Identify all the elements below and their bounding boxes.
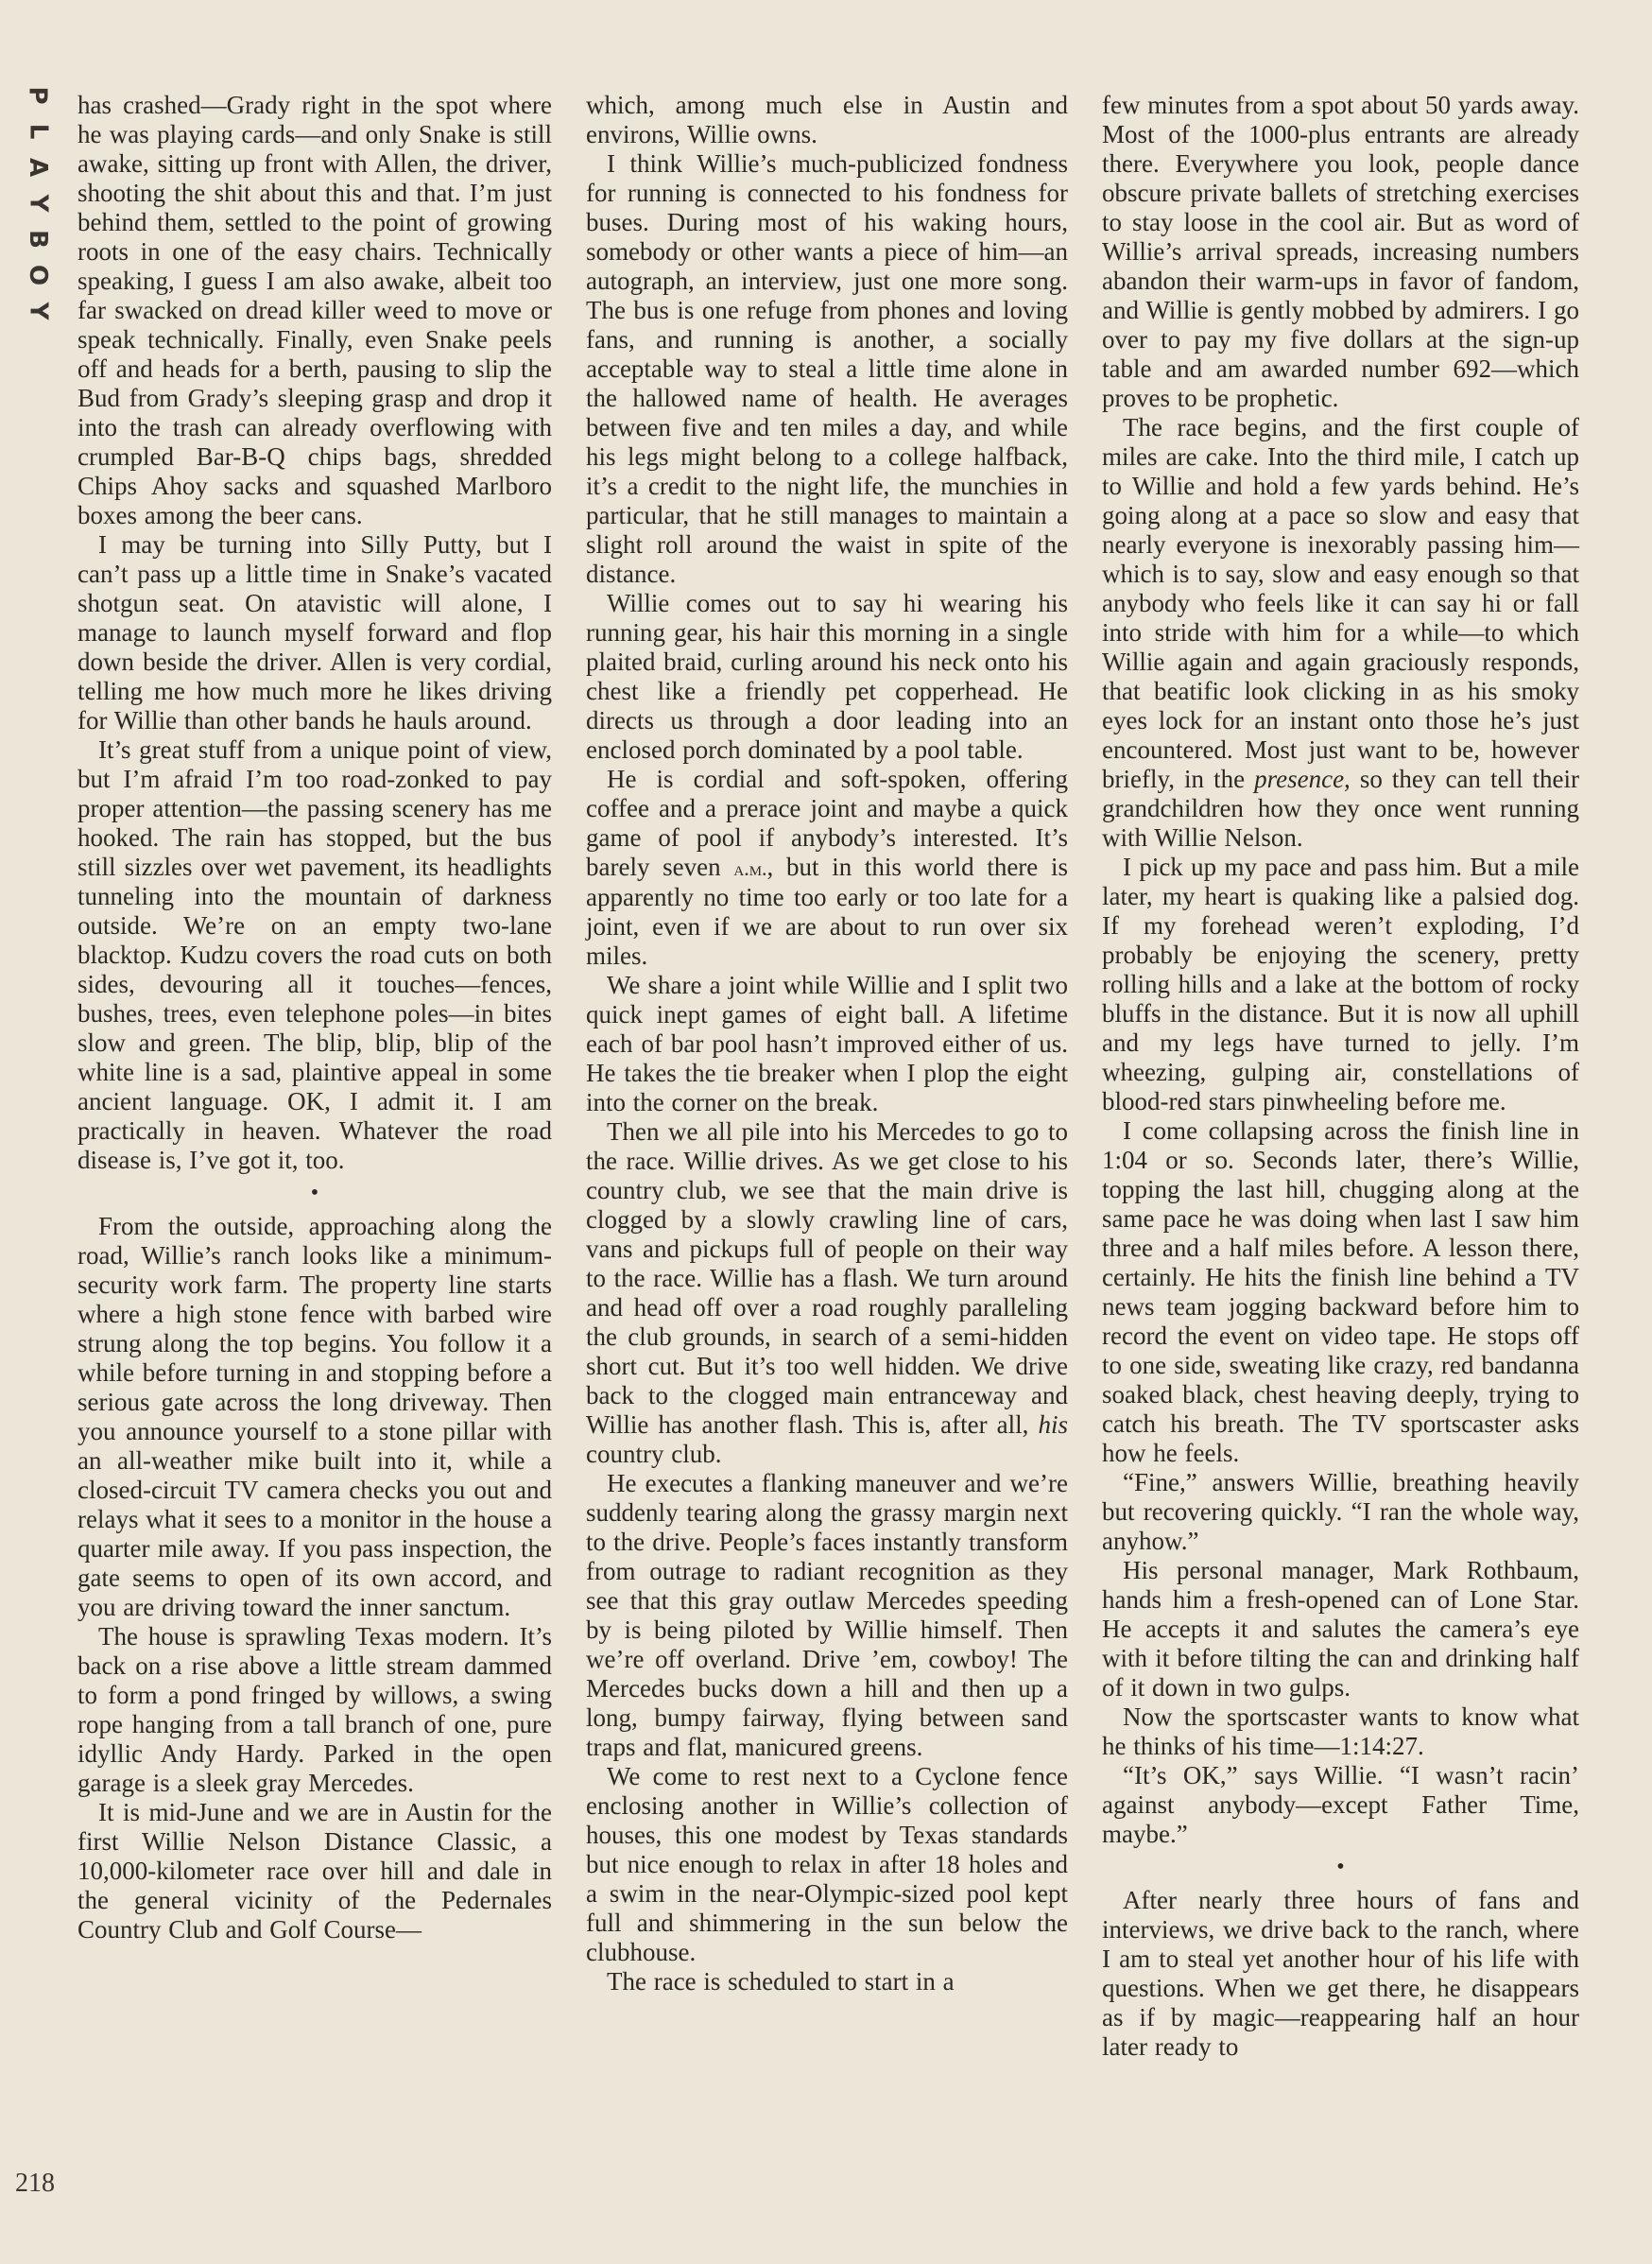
- section-divider-bullet: •: [1336, 1855, 1345, 1879]
- article-column-3: [1102, 91, 1579, 2062]
- paragraph: It is mid-June and we are in Austin for the first Willie Nelson Distance Classic, a 10,000-kilometer race over hill and dale in the general vicinity of the Pedernales Country Club and Golf Course—: [77, 1798, 552, 1944]
- paragraph: I may be turning into Silly Putty, but I can’t pass up a little time in Snake’s vacated shotgun seat. On atavistic will alone, I manage to launch myself forward and flop down beside the driver. Allen is very cordial, telling me how much more he likes driving for Willie than other bands he hauls around.: [77, 530, 552, 735]
- italic-word: presence,: [1254, 765, 1351, 793]
- paragraph: The race is scheduled to start in a: [607, 1967, 955, 1996]
- paragraph: Now the sportscaster wants to know what he thinks of his time—1:14:27.: [1102, 1702, 1579, 1760]
- magazine-letter: Y: [23, 194, 52, 213]
- section-divider-bullet: •: [310, 1181, 319, 1205]
- time-abbreviation: a.m.: [733, 856, 767, 880]
- paragraph: I come collapsing across the finish line in 1:04 or so. Seconds later, there’s Willie, topping the last hill, chugging along at the same pace he was doing when last I saw him three and a half miles before. A lesson there, certainly. He hits the finish line behind a TV news team jogging backward before him to record the event on video tape. He stops off to one side, sweating like crazy, red bandanna soaked black, chest heaving deeply, trying to catch his breath. The TV sportscaster asks how he feels.: [1102, 1116, 1579, 1467]
- paragraph: “Fine,” answers Willie, breathing heavily but recovering quickly. “I ran the whole way, anyhow.”: [1102, 1468, 1579, 1555]
- paragraph: From the outside, approaching along the road, Willie’s ranch looks like a minimum-security work farm. The property line starts where a high stone fence with barbed wire strung along the top begins. You follow it a while before turning in and stopping before a serious gate across the long driveway. Then you announce yourself to a stone pillar with an all-weather mike built into it, while a closed-circuit TV camera checks you out and relays what it sees to a monitor in the house a quarter mile away. If you pass inspection, the gate seems to open of its own accord, and you are driving toward the inner sanctum.: [77, 1212, 552, 1621]
- paragraph: We share a joint while Willie and I split two quick inept games of eight ball. A lifetime each of bar pool hasn’t improved either of us. He takes the tie breaker when I plop the eight into the corner on the break.: [586, 971, 1068, 1116]
- text-run: , but in this world there is apparently no time too early or too late for a joint, even if we are about to run over six miles.: [586, 853, 1068, 970]
- article-column-1: [77, 91, 552, 1944]
- paragraph: The house is sprawling Texas modern. It’s back on a rise above a little stream dammed to form a pond fringed by willows, a swing rope hanging from a tall branch of one, pure idyllic Andy Hardy. Parked in the open garage is a sleek gray Mercedes.: [77, 1622, 552, 1797]
- paragraph: We come to rest next to a Cyclone fence enclosing another in Willie’s collection of houses, this one modest by Texas standards but nice enough to relax in after 18 holes and a swim in the near-Olympic-sized pool kept full and shimmering in the sun below the clubhouse.: [586, 1762, 1068, 1966]
- text-run: Then we all pile into his Mercedes to go to the race. Willie drives. As we get close to his country club, we see that the main drive is clogged by a slowly crawling line of cars, vans and pickups full of people on their way to the race. Willie has a flash. We turn around and head off over a road roughly paralleling the club grounds, in search of a semi-hidden short cut. But it’s too well hidden. We drive back to the clogged main entranceway and Willie has another flash. This is, after all,: [586, 1117, 1068, 1439]
- paragraph: [586, 1117, 1068, 1469]
- text-run: He is cordial and soft-spoken, offering coffee and a prerace joint and maybe a quick game of pool if anybody’s interested. It’s barely seven: [586, 765, 1068, 881]
- paragraph: His personal manager, Mark Rothbaum, hands him a fresh-opened can of Lone Star. He accepts it and salutes the camera’s eye with it before tilting the can and drinking half of it down in two gulps.: [1102, 1556, 1579, 1702]
- paragraph: [586, 765, 1068, 971]
- paragraph: I pick up my pace and pass him. But a mile later, my heart is quaking like a palsied dog. If my forehead weren’t exploding, I’d probably be enjoying the scenery, pretty rolling hills and a lake at the bottom of rocky bluffs in the distance. But it is now all uphill and my legs have turned to jelly. I’m wheezing, gulping air, constellations of blood-red stars pinwheeling before me.: [1102, 853, 1579, 1115]
- paragraph: which, among much else in Austin and environs, Willie owns.: [586, 91, 1068, 148]
- magazine-letter: L: [23, 123, 52, 140]
- paragraph: few minutes from a spot about 50 yards away. Most of the 1000-plus entrants are already there. Everywhere you look, people dance obscure private ballets of stretching exercises to stay loose in the cool air. But as word of Willie’s arrival spreads, increasing numbers abandon their warm-ups in favor of fandom, and Willie is gently mobbed by admirers. I go over to pay my five dollars at the sign-up table and am awarded number 692—which proves to be prophetic.: [1102, 91, 1579, 412]
- italic-word: his: [1038, 1410, 1068, 1439]
- paragraph: has crashed—Grady right in the spot where he was playing cards—and only Snake is still awake, sitting up front with Allen, the driver, shooting the shit about this and that. I’m just behind them, settled to the point of growing roots in one of the easy chairs. Technically speaking, I guess I am also awake, albeit too far swacked on dread killer weed to move or speak technically. Finally, even Snake peels off and heads for a berth, pausing to slip the Bud from Grady’s sleeping grasp and drop it into the trash can already overflowing with crumpled Bar-B-Q chips bags, shredded Chips Ahoy sacks and squashed Marlboro boxes among the beer cans.: [77, 91, 552, 529]
- text-run: The race begins, and the first couple of miles are cake. Into the third mile, I catch up to Willie and hold a few yards behind. He’s going along at a pace so slow and easy that nearly everyone is inexorably passing him—which is to say, slow and easy enough so that anybody who feels like it can say hi or fall into stride with him for a while—to which Willie again and again graciously responds, that beatific look clicking in as his smoky eyes lock for an instant onto those he’s just encountered. Most just want to be, however briefly, in the: [1102, 413, 1579, 793]
- paragraph: After nearly three hours of fans and interviews, we drive back to the ranch, where I am to steal yet another hour of his life with questions. When we get there, he disappears as if by magic—reappearing half an hour later ready to: [1102, 1886, 1579, 2061]
- paragraph: He executes a flanking maneuver and we’re suddenly tearing along the grassy margin next to the drive. People’s faces instantly transform from outrage to radiant recognition as they see that this gray outlaw Mercedes speeding by is being piloted by Willie himself. Then we’re off overland. Drive ’em, cowboy! The Mercedes bucks down a hill and then up a long, bumpy fairway, flying between sand traps and flat, manicured greens.: [586, 1469, 1068, 1761]
- paragraph: “It’s OK,” says Willie. “I wasn’t racin’ against anybody—except Father Time, maybe.”: [1102, 1761, 1579, 1848]
- article-column-2: [586, 91, 1068, 1996]
- magazine-letter: Y: [23, 302, 52, 320]
- paragraph: I think Willie’s much-publicized fondness for running is connected to his fondness for buses. During most of his waking hours, somebody or other wants a piece of him—an autograph, an interview, just one more song. The bus is one refuge from phones and loving fans, and running is another, a socially acceptable way to steal a little time alone in the hallowed name of health. He averages between five and ten miles a day, and while his legs might belong to a college halfback, it’s a credit to the night life, the munchies in particular, that he still manages to maintain a slight roll around the waist in spite of the distance.: [586, 149, 1068, 588]
- text-run: so they can tell their grandchildren how they once went running with Willie Nelson.: [1102, 765, 1579, 852]
- paragraph: [1102, 413, 1579, 853]
- magazine-letter: P: [24, 86, 52, 105]
- text-run: country club.: [586, 1440, 722, 1468]
- paragraph: Willie comes out to say hi wearing his running gear, his hair this morning in a single plaited braid, curling around his neck onto his chest like a friendly pet copperhead. He directs us through a door leading into an enclosed porch dominated by a pool table.: [586, 589, 1068, 764]
- paragraph: It’s great stuff from a unique point of view, but I’m afraid I’m too road-zonked to pay proper attention—the passing scenery has me hooked. The rain has stopped, but the bus still sizzles over wet pavement, its headlights tunneling into the mountain of darkness outside. We’re on an empty two-lane blacktop. Kudzu covers the road cuts on both sides, devouring all it touches—fences, bushes, trees, even telephone poles—in bites slow and green. The blip, blip, blip of the white line is a sad, plaintive appeal in some ancient language. OK, I admit it. I am practically in heaven. Whatever the road disease is, I’ve got it, too.: [77, 735, 552, 1174]
- page-number: 218: [15, 2169, 55, 2198]
- magazine-name-vertical: [21, 81, 55, 325]
- magazine-letter: A: [24, 157, 52, 178]
- magazine-letter: O: [23, 264, 52, 286]
- magazine-letter: B: [23, 230, 52, 249]
